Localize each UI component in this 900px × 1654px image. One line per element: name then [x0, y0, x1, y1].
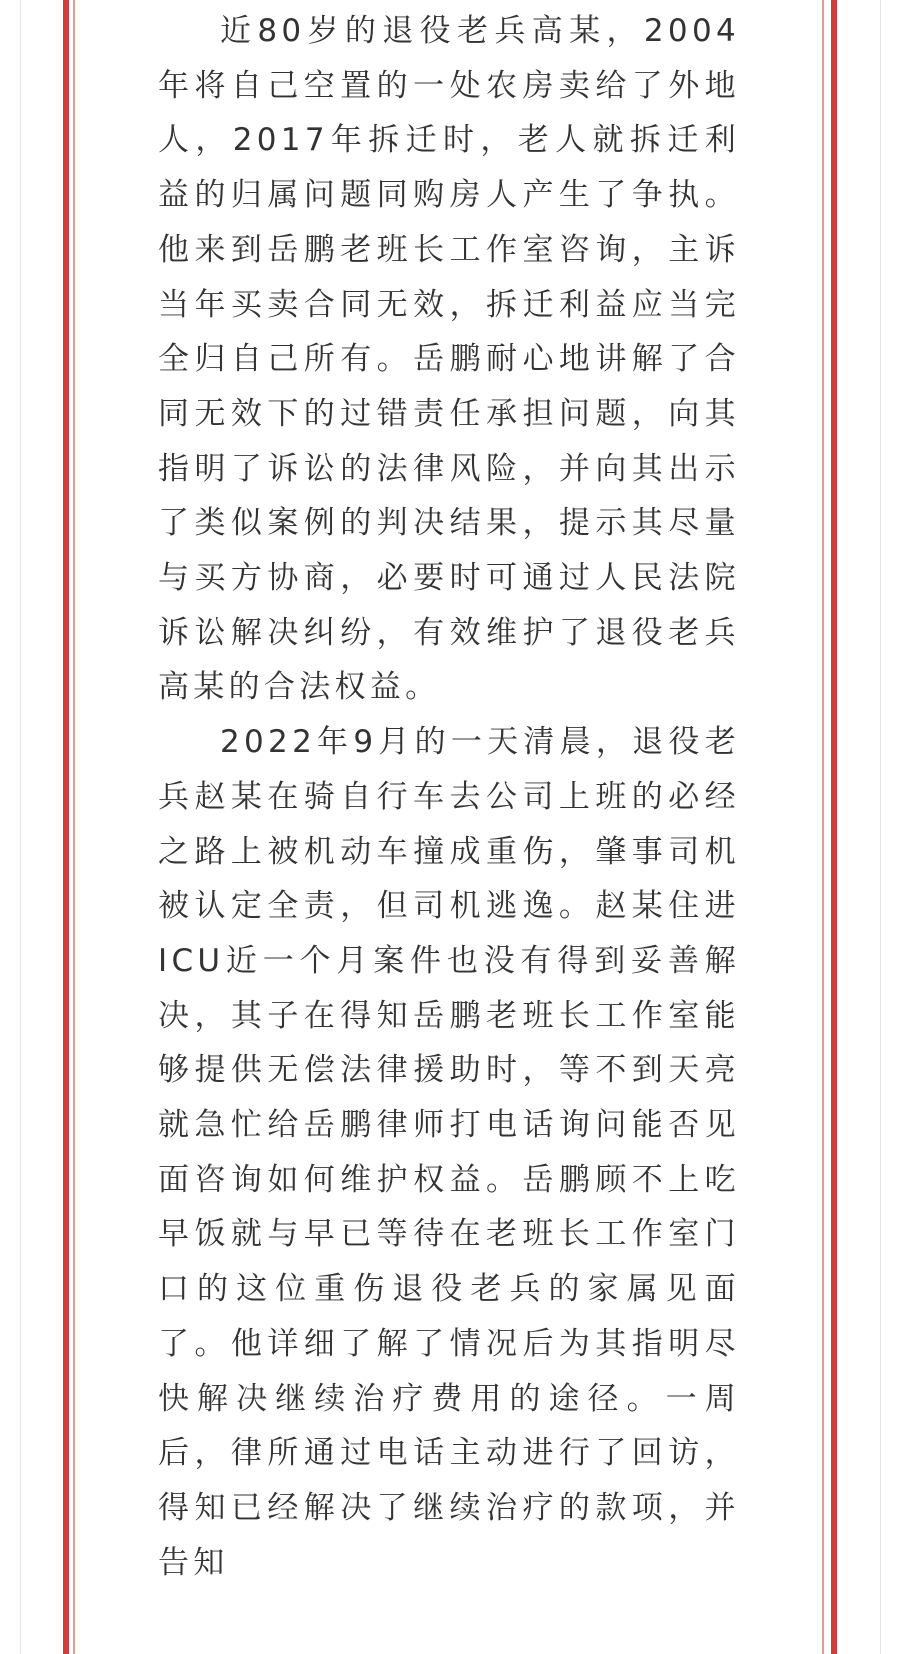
frame-border-left-outer — [63, 0, 69, 1654]
frame-border-right-inner — [822, 0, 824, 1654]
article-body — [158, 4, 740, 1590]
paragraph-gao-case: 近80岁的退役老兵高某，2004年将自己空置的一处农房卖给了外地人，2017年拆迁时，老人就拆迁利益的归属问题同购房人产生了争执。他来到岳鹏老班长工作室咨询，主诉当年买卖合同无效，拆迁利益应当完全归自己所有。岳鹏耐心地讲解了合同无效下的过错责任承担问题，向其指明了诉讼的法律风险，并向其出示了类似案例的判决结果，提示其尽量与买方协商，必要时可通过人民法院诉讼解决纠纷，有效维护了退役老兵高某的合法权益。 — [158, 13, 740, 706]
paragraph-zhao-case: 2022年9月的一天清晨，退役老兵赵某在骑自行车去公司上班的必经之路上被机动车撞成重伤，肇事司机被认定全责，但司机逃逸。赵某住进ICU近一个月案件也没有得到妥善解决，其子在得知岳鹏老班长工作室能够提供无偿法律援助时，等不到天亮就急忙给岳鹏律师打电话询问能否见面咨询如何维护权益。岳鹏顾不上吃早饭就与早已等待在老班长工作室门口的这位重伤退役老兵的家属见面了。他详细了解了情况后为其指明尽快解决继续治疗费用的途径。一周后，律所通过电话主动进行了回访，得知已经解决了继续治疗的款项，并告知 — [158, 724, 740, 1581]
page-edge-right — [880, 0, 881, 1654]
frame-border-right-outer — [831, 0, 837, 1654]
frame-border-left-inner — [73, 0, 75, 1654]
page-edge-left — [20, 0, 21, 1654]
